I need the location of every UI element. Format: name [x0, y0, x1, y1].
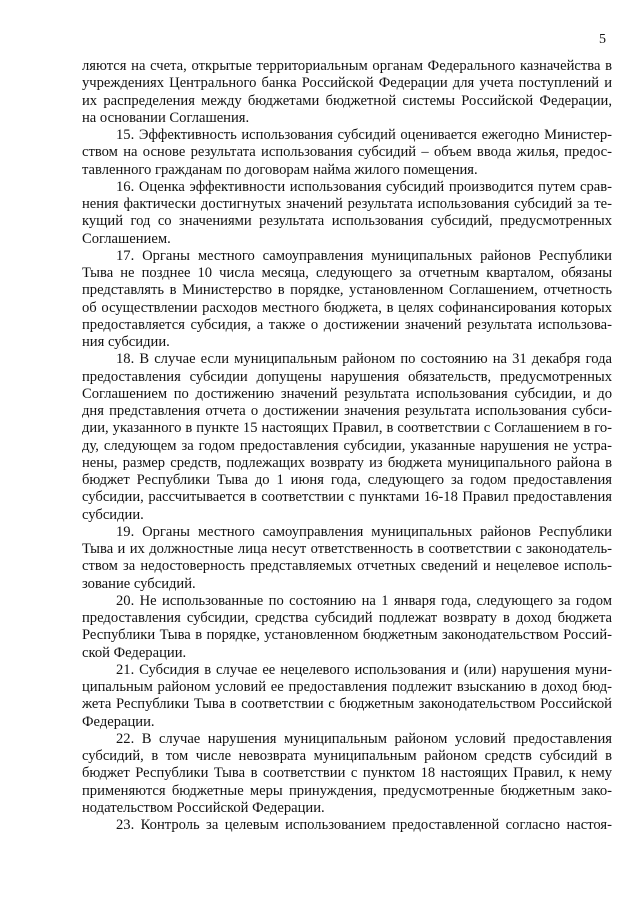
text-line: Тыва не позднее 10 числа месяца, следующего за отчетным кварталом, обязаны — [82, 265, 612, 281]
text-line: Соглашением. — [82, 230, 171, 247]
text-line: применяются бюджетные меры принуждения, предусмотренные бюджетным зако- — [82, 782, 612, 799]
text-line: субсидии. — [82, 506, 144, 523]
text-line: тавленного гражданам по договорам найма жилого помещения. — [82, 161, 478, 178]
text-line: 17. Органы местного самоуправления муниципальных районов Республики — [116, 247, 612, 264]
paragraph — [82, 524, 612, 593]
text-line: учреждениях Центрального банка Российской Федерации для учета поступлений и — [82, 75, 612, 92]
paragraph — [82, 662, 612, 731]
text-line: ством на основе результата использования субсидий – объем ввода жилья, предос- — [82, 144, 612, 161]
text-line: предоставляется субсидия, а также о достижении значений результата использова- — [82, 316, 612, 333]
paragraph — [82, 127, 612, 179]
text-line: дии, указанного в пункте 15 настоящих Правил, в соответствии с Соглашением в го- — [82, 420, 612, 437]
text-line: нения фактически достигнутых значений результата использования субсидий за те- — [82, 196, 612, 212]
text-line: 16. Оценка эффективности использования субсидий производится путем срав- — [116, 178, 612, 195]
text-line: на основании Соглашения. — [82, 109, 250, 126]
text-line: об осуществлении расходов местного бюджета, в целях софинансирования которых — [82, 299, 612, 316]
text-line: кущий год со значениями результата использования субсидий, предусмотренных — [82, 213, 612, 230]
paragraph — [82, 351, 612, 524]
text-line: 23. Контроль за целевым использованием предоставленной согласно настоя- — [116, 817, 612, 833]
paragraph — [82, 58, 612, 127]
text-line: Республики Тыва в порядке, установленном бюджетным законодательством Россий- — [82, 627, 612, 644]
paragraph — [82, 248, 612, 352]
paragraph — [82, 179, 612, 248]
text-line: нодательством Российской Федерации. — [82, 799, 325, 816]
text-line: предоставления субсидии допущены нарушения обязательств, предусмотренных — [82, 368, 612, 385]
text-line: субсидий, в том числе невозврата муниципальным районом средств субсидий в — [82, 748, 612, 764]
text-line: ством за недостоверность представляемых отчетных сведений и нецелевое исполь- — [82, 558, 612, 575]
text-line: ской Федерации. — [82, 644, 187, 661]
paragraph — [82, 593, 612, 662]
text-line: ляются на счета, открытые территориальным органам Федерального казначейства в — [82, 58, 612, 74]
paragraph — [82, 731, 612, 817]
text-line: Тыва и их должностные лица несут ответственность в соответствии с законодатель- — [82, 541, 612, 557]
text-line: субсидии, рассчитывается в соответствии с пунктами 16-18 Правил предоставления — [82, 489, 612, 506]
text-line: предоставления субсидии, средства субсидий подлежат возврату в доход бюджета — [82, 610, 612, 626]
text-line: ду, следующем за годом предоставления субсидии, указанные нарушения не устра- — [82, 437, 612, 454]
text-line: ния субсидии. — [82, 334, 170, 350]
text-line: их распределения между бюджетами бюджетной системы Российской Федерации, — [82, 92, 612, 109]
text-line: 18. В случае если муниципальным районом по состоянию на 31 декабря года — [116, 351, 612, 368]
text-line: жета Республики Тыва в соответствии с бюджетным законодательством Российской — [82, 696, 612, 713]
text-line: бюджет Республики Тыва до 1 июня года, следующего за годом предоставления — [82, 472, 612, 488]
paragraph — [82, 817, 612, 834]
text-line: нены, размер средств, подлежащих возврату из бюджета муниципального района в — [82, 454, 612, 471]
text-line: 19. Органы местного самоуправления муниципальных районов Республики — [116, 523, 612, 540]
page-number: 5 — [599, 32, 606, 47]
text-line: ципальным районом условий ее предоставления подлежит взысканию в доход бюд- — [82, 679, 612, 695]
text-line: Соглашением по достижению значений результата использования субсидии, и до — [82, 385, 612, 402]
text-line: 15. Эффективность использования субсидий оценивается ежегодно Министер- — [116, 127, 612, 143]
text-line: 20. Не использованные по состоянию на 1 января года, следующего за годом — [116, 592, 612, 609]
text-line: зование субсидий. — [82, 575, 196, 592]
text-line: 21. Субсидия в случае ее нецелевого использования и (или) нарушения муни- — [116, 661, 612, 678]
text-line: представлять в Министерство в порядке, установленном Соглашением, отчетность — [82, 282, 612, 299]
text-line: 22. В случае нарушения муниципальным районом условий предоставления — [116, 730, 612, 747]
text-line: дня представления отчета о достижении значения результата использования субси- — [82, 403, 612, 419]
text-line: бюджет Республики Тыва в соответствии с пунктом 18 настоящих Правил, к нему — [82, 765, 612, 782]
text-line: Федерации. — [82, 713, 155, 730]
document-body — [82, 58, 612, 834]
